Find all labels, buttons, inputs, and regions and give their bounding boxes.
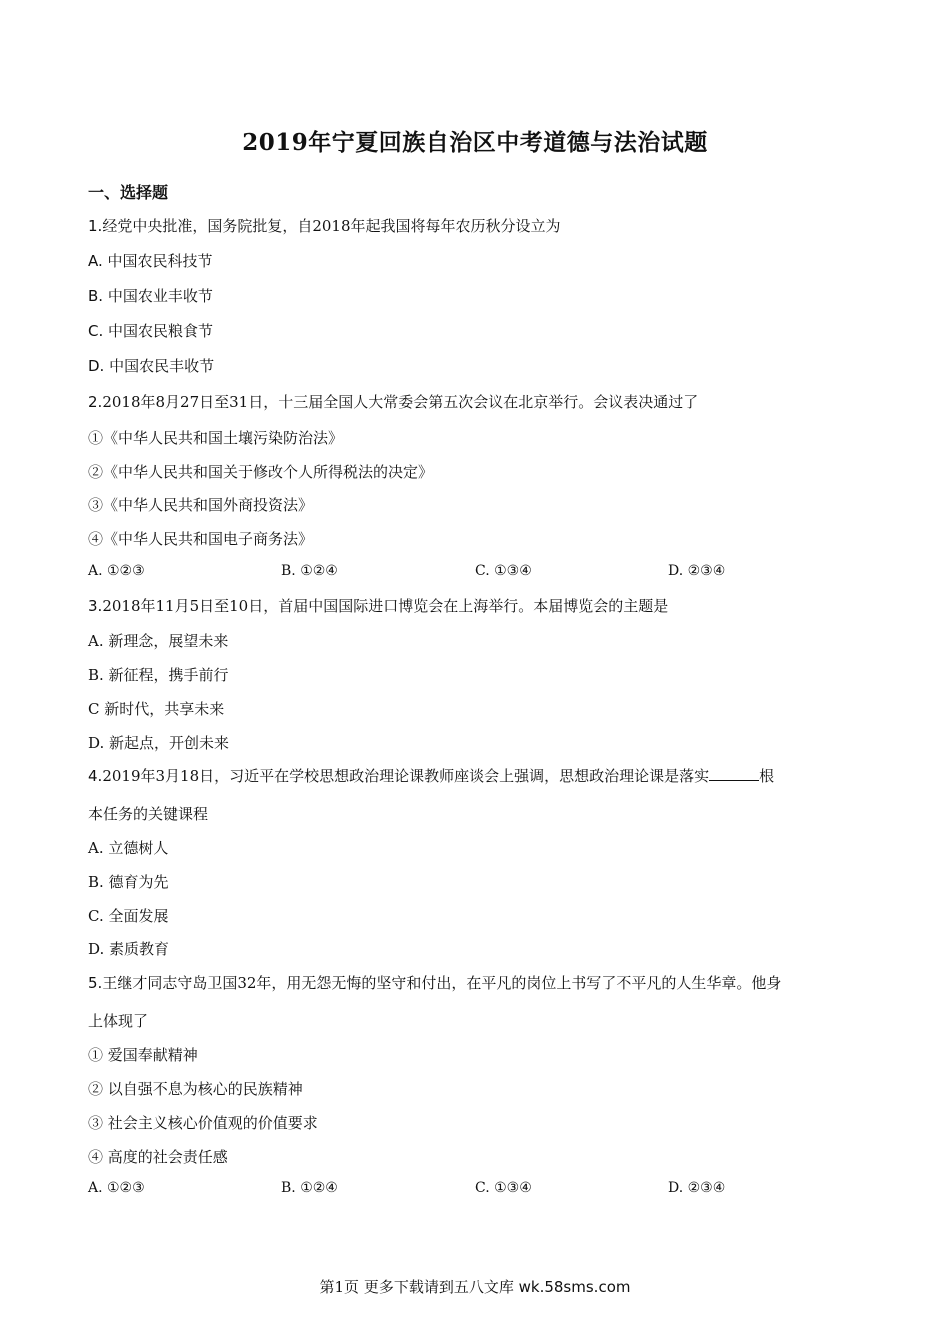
option-c: C 新时代，共享未来: [88, 700, 225, 718]
choice-b: B. ①②④: [281, 563, 338, 579]
question-4: 4.2019年3月18日，习近平在学校思想政治理论课教师座谈会上强调，思想政治理论课是落实 根: [88, 767, 775, 785]
page-footer: [0, 1276, 950, 1297]
statement-item: ①《中华人民共和国土壤污染防治法》: [88, 429, 344, 447]
question-stem-continued: 上体现了: [88, 1012, 149, 1030]
option-c: C. 全面发展: [88, 907, 169, 925]
question-number: 3.: [88, 597, 103, 615]
statement-item: ② 以自强不息为核心的民族精神: [88, 1080, 303, 1098]
question-number: 4.: [88, 767, 103, 785]
option-b: B. 中国农业丰收节: [88, 287, 213, 305]
choice-b: B. ①②④: [281, 1180, 338, 1196]
footer-link[interactable]: wk.58sms.com: [518, 1278, 631, 1296]
question-2: [88, 391, 698, 412]
question-1: [88, 215, 561, 236]
answer-blank: [709, 768, 759, 781]
option-a: A. 立德树人: [88, 839, 169, 857]
question-stem: 2019年3月18日，习近平在学校思想政治理论课教师座谈会上强调，思想政治理论课是落实: [102, 767, 710, 785]
option-d: D. 素质教育: [88, 940, 170, 958]
choice-a: A. ①②③: [88, 1180, 145, 1196]
statement-item: ④ 高度的社会责任感: [88, 1148, 228, 1166]
statement-item: ②《中华人民共和国关于修改个人所得税法的决定》: [88, 463, 434, 481]
question-stem: 经党中央批准，国务院批复，自2018年起我国将每年农历秋分设立为: [102, 217, 561, 235]
question-stem: 2018年8月27日至31日，十三届全国人大常委会第五次会议在北京举行。会议表决通过了: [102, 393, 699, 411]
option-b: B. 德育为先: [88, 873, 169, 891]
section-heading: 一、选择题: [88, 183, 169, 202]
statement-item: ③ 社会主义核心价值观的价值要求: [88, 1114, 318, 1132]
question-number: 1.: [88, 217, 103, 235]
choice-d: D. ②③④: [668, 563, 726, 579]
question-3: [88, 595, 668, 616]
question-number: 5.: [88, 974, 103, 992]
statement-item: ① 爱国奉献精神: [88, 1046, 198, 1064]
question-stem: 2018年11月5日至10日，首届中国国际进口博览会在上海举行。本届博览会的主题是: [102, 597, 669, 615]
footer-text: 第1页 更多下载请到五八文库: [319, 1278, 514, 1296]
choice-c: C. ①③④: [475, 563, 532, 579]
choice-c: C. ①③④: [475, 1180, 532, 1196]
page-title: 2019年宁夏回族自治区中考道德与法治试题: [242, 129, 708, 156]
question-5: [88, 972, 781, 993]
question-stem-continued: 本任务的关键课程: [88, 805, 209, 823]
option-d: D. 中国农民丰收节: [88, 357, 215, 375]
option-a: A. 中国农民科技节: [88, 252, 213, 270]
question-number: 2.: [88, 393, 103, 411]
statement-item: ④《中华人民共和国电子商务法》: [88, 530, 314, 548]
choice-a: A. ①②③: [88, 563, 145, 579]
statement-item: ③《中华人民共和国外商投资法》: [88, 496, 314, 514]
question-stem: 王继才同志守岛卫国32年，用无怨无悔的坚守和付出，在平凡的岗位上书写了不平凡的人生华章。他身: [102, 974, 782, 992]
choice-d: D. ②③④: [668, 1180, 726, 1196]
option-d: D. 新起点，开创未来: [88, 734, 230, 752]
option-a: A. 新理念，展望未来: [88, 632, 229, 650]
option-c: C. 中国农民粮食节: [88, 322, 214, 340]
option-b: B. 新征程，携手前行: [88, 666, 229, 684]
